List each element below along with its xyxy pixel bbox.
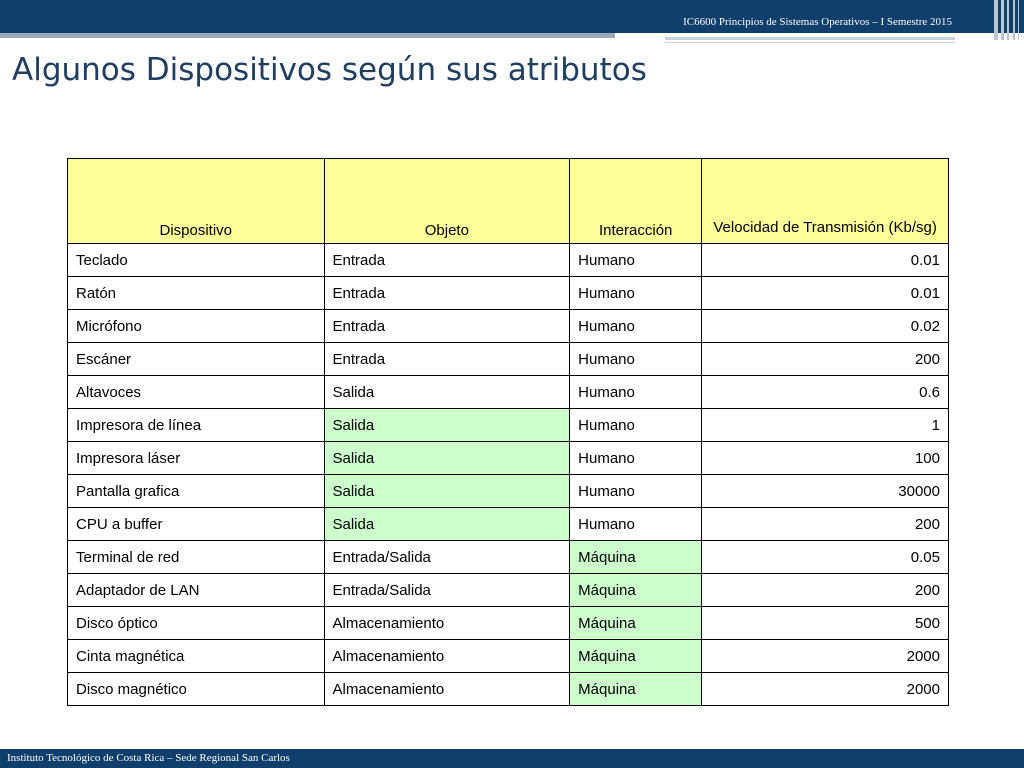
cell-object: Salida [324, 376, 570, 409]
cell-speed: 0.02 [702, 310, 949, 343]
table-row [68, 409, 949, 442]
cell-device: Impresora de línea [68, 409, 325, 442]
cell-interaction: Humano [570, 376, 702, 409]
slide-title: Algunos Dispositivos según sus atributos [12, 52, 647, 88]
table-row [68, 277, 949, 310]
table-row [68, 310, 949, 343]
cell-device: Adaptador de LAN [68, 574, 325, 607]
cell-speed: 2000 [702, 640, 949, 673]
column-header-interaction: Interacción [570, 159, 702, 244]
course-title: IC6600 Principios de Sistemas Operativos – I Semestre 2015 [683, 16, 952, 28]
cell-interaction: Máquina [570, 574, 702, 607]
cell-device: Cinta magnética [68, 640, 325, 673]
cell-interaction: Humano [570, 277, 702, 310]
cell-object: Entrada/Salida [324, 574, 570, 607]
cell-device: Disco magnético [68, 673, 325, 706]
cell-object: Entrada/Salida [324, 541, 570, 574]
cell-speed: 0.01 [702, 277, 949, 310]
cell-device: Micrófono [68, 310, 325, 343]
cell-device: Escáner [68, 343, 325, 376]
cell-speed: 2000 [702, 673, 949, 706]
cell-device: Altavoces [68, 376, 325, 409]
cell-interaction: Humano [570, 343, 702, 376]
table-row [68, 376, 949, 409]
table-row [68, 442, 949, 475]
header-accent-line [0, 33, 615, 38]
table-row [68, 244, 949, 277]
cell-device: CPU a buffer [68, 508, 325, 541]
cell-device: Disco óptico [68, 607, 325, 640]
column-header-object: Objeto [324, 159, 570, 244]
cell-interaction: Humano [570, 442, 702, 475]
cell-interaction: Humano [570, 244, 702, 277]
cell-object: Almacenamiento [324, 673, 570, 706]
cell-object: Entrada [324, 343, 570, 376]
column-header-speed: Velocidad de Transmisión (Kb/sg) [702, 159, 949, 244]
cell-speed: 1 [702, 409, 949, 442]
cell-object: Entrada [324, 244, 570, 277]
cell-interaction: Máquina [570, 640, 702, 673]
cell-device: Terminal de red [68, 541, 325, 574]
cell-device: Teclado [68, 244, 325, 277]
cell-interaction: Máquina [570, 541, 702, 574]
header-accent-line [665, 42, 955, 43]
corner-decoration [992, 0, 1024, 40]
cell-speed: 200 [702, 574, 949, 607]
cell-object: Salida [324, 508, 570, 541]
cell-device: Impresora láser [68, 442, 325, 475]
cell-speed: 0.01 [702, 244, 949, 277]
cell-interaction: Humano [570, 409, 702, 442]
table-row [68, 607, 949, 640]
institute-name: Instituto Tecnológico de Costa Rica – Sede Regional San Carlos [7, 752, 290, 764]
cell-speed: 0.05 [702, 541, 949, 574]
device-attributes-table [67, 158, 949, 706]
table-header-row [68, 159, 949, 244]
column-header-device: Dispositivo [68, 159, 325, 244]
table-row [68, 574, 949, 607]
cell-speed: 30000 [702, 475, 949, 508]
cell-speed: 0.6 [702, 376, 949, 409]
cell-speed: 500 [702, 607, 949, 640]
cell-speed: 200 [702, 508, 949, 541]
cell-speed: 100 [702, 442, 949, 475]
table-row [68, 541, 949, 574]
table-row [68, 508, 949, 541]
cell-object: Salida [324, 442, 570, 475]
cell-object: Entrada [324, 277, 570, 310]
cell-interaction: Humano [570, 508, 702, 541]
cell-device: Pantalla grafica [68, 475, 325, 508]
table-body [68, 244, 949, 706]
table-row [68, 640, 949, 673]
cell-object: Salida [324, 409, 570, 442]
cell-speed: 200 [702, 343, 949, 376]
cell-interaction: Máquina [570, 673, 702, 706]
cell-interaction: Humano [570, 475, 702, 508]
table-row [68, 475, 949, 508]
cell-object: Salida [324, 475, 570, 508]
cell-object: Almacenamiento [324, 640, 570, 673]
header-accent-line [665, 37, 955, 40]
table-row [68, 343, 949, 376]
table-row [68, 673, 949, 706]
cell-object: Entrada [324, 310, 570, 343]
cell-interaction: Máquina [570, 607, 702, 640]
cell-interaction: Humano [570, 310, 702, 343]
cell-object: Almacenamiento [324, 607, 570, 640]
cell-device: Ratón [68, 277, 325, 310]
